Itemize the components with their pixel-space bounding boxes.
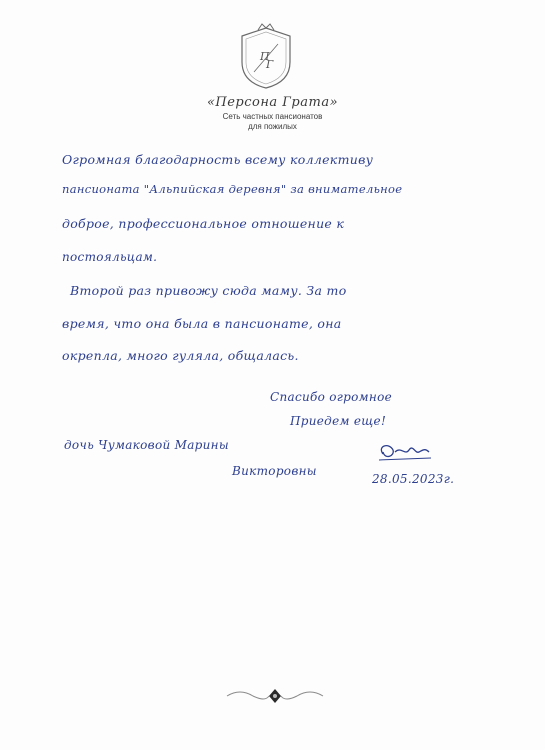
letter-line: Второй раз привожу сюда маму. За то [70,283,347,298]
letter-line: окрепла, много гуляла, общалась. [62,348,299,363]
date-text: 28.05.2023г. [372,472,455,486]
letter-line: постояльцам. [62,250,158,264]
thanks-line: Приедем еще! [290,414,387,428]
thanks-line: Спасибо огромное [270,390,393,404]
svg-text:П: П [260,50,270,63]
letter-line: доброе, профессиональное отношение к [62,216,345,231]
letter-line: пансионата "Альпийская деревня" за внимательное [62,182,403,196]
author-name-2: Викторовны [232,464,317,478]
brand-name: «Персона Грата» [206,95,339,110]
author-name: дочь Чумаковой Марины [64,438,229,452]
signature [375,440,435,464]
ornament-divider [225,686,325,706]
letter-line: Огромная благодарность всему коллективу [62,152,374,167]
crest-logo [236,22,296,92]
letter-line: время, что она была в пансионате, она [62,316,342,331]
brand-subtitle: Сеть частных пансионатов [222,112,323,121]
brand-subtitle-2: для пожилых [248,122,297,131]
svg-text:Г: Г [266,58,274,71]
